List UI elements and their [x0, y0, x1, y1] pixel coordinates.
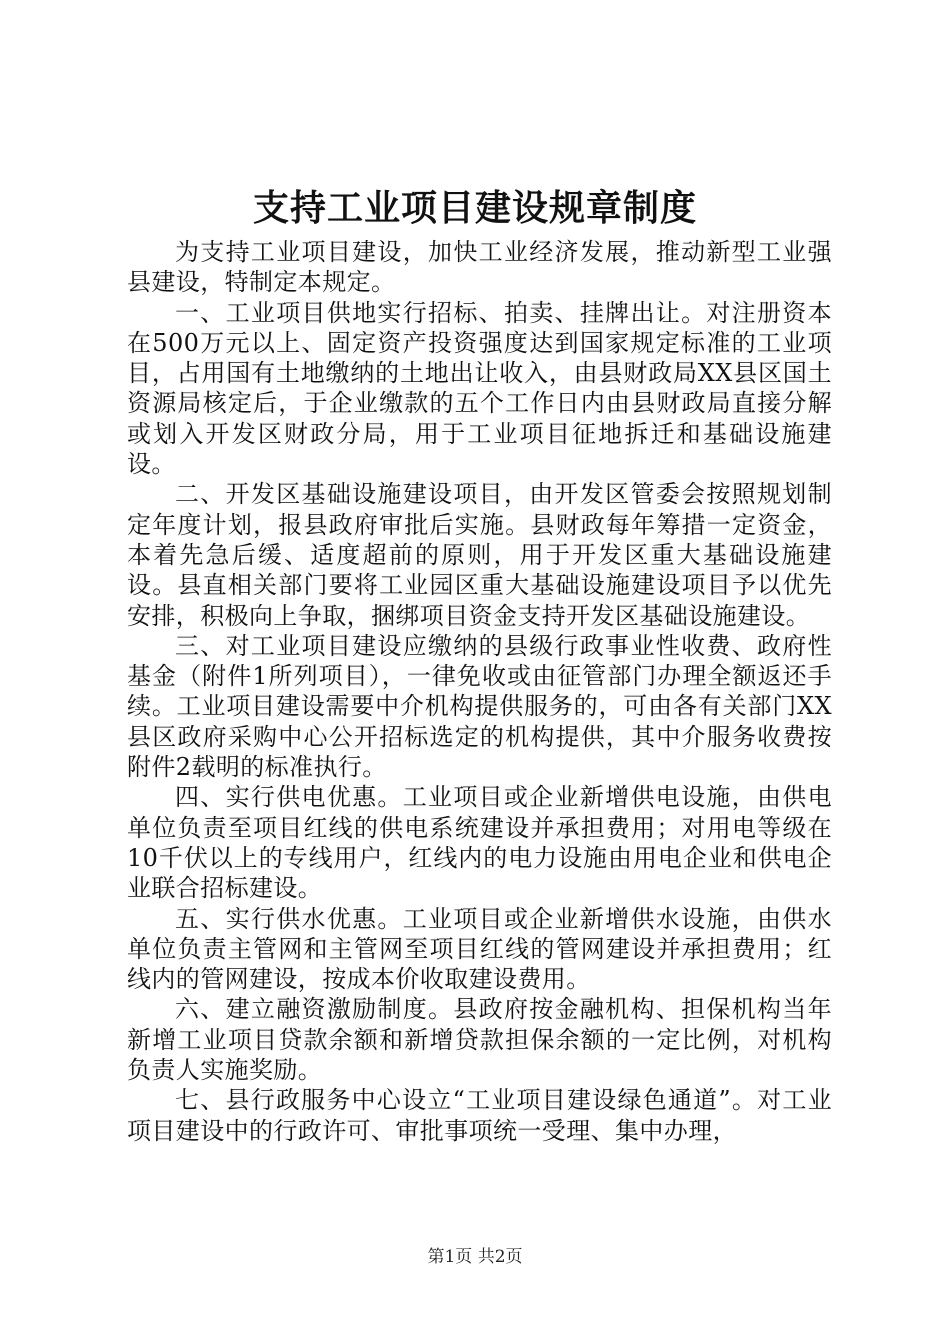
- paragraph-article-1: 一、工业项目供地实行招标、拍卖、挂牌出让。对注册资本在500万元以上、固定资产投资强度达到国家规定标准的工业项目，占用国有土地缴纳的土地出让收入，由县财政局XX县区国土资源局核定后，于企业缴款的五个工作日内由县财政局直接分解或划入开发区财政分局，用于工业项目征地拆迁和基础设施建设。: [127, 298, 832, 479]
- document-title: 支持工业项目建设规章制度: [252, 187, 697, 229]
- paragraph-article-3: 三、对工业项目建设应缴纳的县级行政事业性收费、政府性基金（附件1所列项目），一律免收或由征管部门办理全额返还手续。工业项目建设需要中介机构提供服务的，可由各有关部门XX县区政府采购中心公开招标选定的机构提供，其中介服务收费按附件2载明的标准执行。: [127, 631, 832, 782]
- paragraph-article-7: 七、县行政服务中心设立“工业项目建设绿色通道”。对工业项目建设中的行政许可、审批事项统一受理、集中办理，: [127, 1086, 832, 1145]
- paragraph-article-2: 二、开发区基础设施建设项目，由开发区管委会按照规划制定年度计划，报县政府审批后实施。县财政每年筹措一定资金，本着先急后缓、适度超前的原则，用于开发区重大基础设施建设。县直相关部门要将工业园区重大基础设施建设项目予以优先安排，积极向上争取，捆绑项目资金支持开发区基础设施建设。: [127, 480, 832, 630]
- paragraph-article-5: 五、实行供水优惠。工业项目或企业新增供水设施，由供水单位负责主管网和主管网至项目红线的管网建设并承担费用；红线内的管网建设，按成本价收取建设费用。: [127, 904, 832, 994]
- paragraph-article-6: 六、建立融资激励制度。县政府按金融机构、担保机构当年新增工业项目贷款余额和新增贷款担保余额的一定比例，对机构负责人实施奖励。: [127, 995, 832, 1085]
- paragraph-article-4: 四、实行供电优惠。工业项目或企业新增供电设施，由供电单位负责至项目红线的供电系统建设并承担费用；对用电等级在10千伏以上的专线用户，红线内的电力设施由用电企业和供电企业联合招标建设。: [127, 783, 832, 903]
- document-body: [127, 237, 832, 1146]
- page-number-footer: 第1页 共2页: [427, 1247, 523, 1267]
- paragraph-intro: 为支持工业项目建设，加快工业经济发展，推动新型工业强县建设，特制定本规定。: [127, 238, 832, 297]
